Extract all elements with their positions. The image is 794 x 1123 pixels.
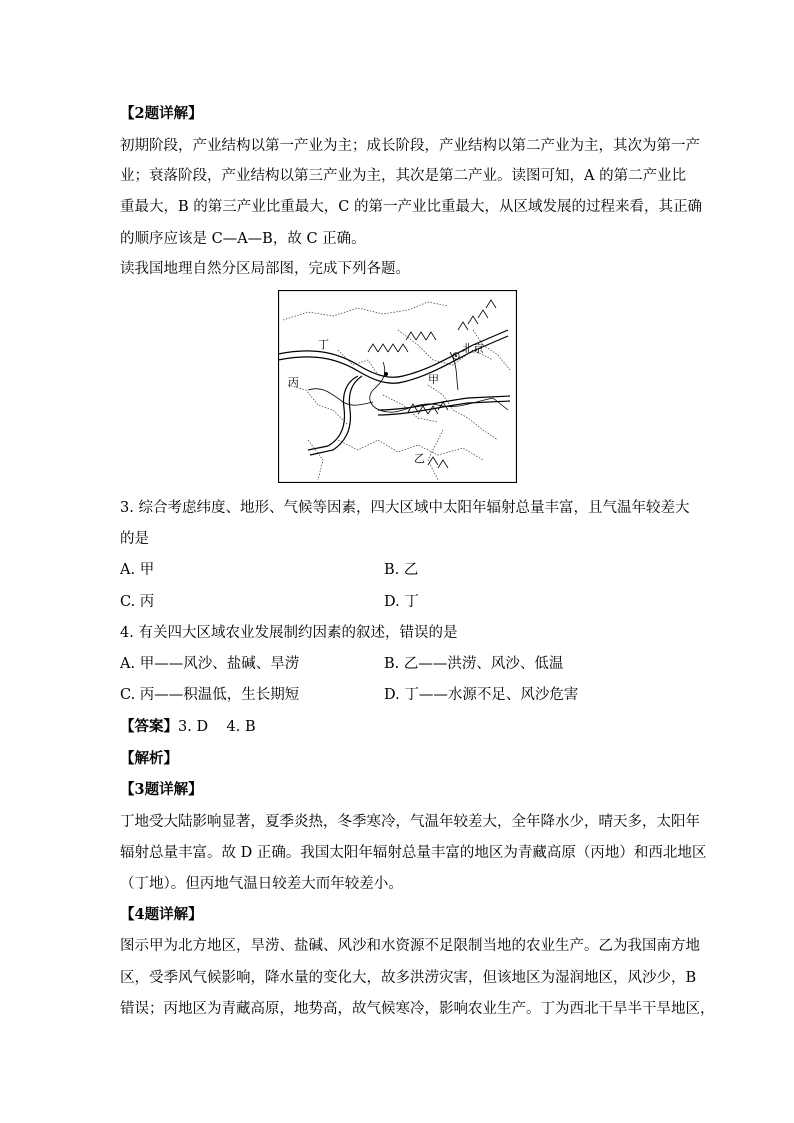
china-natural-regions-map bbox=[278, 290, 517, 483]
q3-detail-line: （丁地）。但丙地气温日较差大而年较差小。 bbox=[120, 876, 403, 892]
answer-label: 【答案】 bbox=[120, 718, 178, 735]
q4-detail-line: 图示甲为北方地区，旱涝、盐碱、风沙和水资源不足限制当地的农业生产。乙为我国南方地 bbox=[120, 938, 700, 954]
q4-option-b: B. 乙——洪涝、风沙、低温 bbox=[384, 656, 564, 672]
q3-stem-cont: 的是 bbox=[120, 531, 149, 547]
q2-detail-line: 重最大，B 的第三产业比重最大，C 的第一产业比重最大，从区域发展的过程来看，其正确 bbox=[120, 199, 702, 215]
map-label-ding: 丁 bbox=[318, 338, 329, 351]
answer-line bbox=[120, 717, 256, 737]
map-label-bing: 丙 bbox=[288, 376, 299, 389]
q3-option-c: C. 丙 bbox=[120, 594, 155, 610]
q4-detail-line: 错误；丙地区为青藏高原，地势高，故气候寒冷，影响农业生产。丁为西北干旱半干旱地区， bbox=[120, 1001, 715, 1017]
intro-text: 读我国地理自然分区局部图，完成下列各题。 bbox=[120, 261, 410, 277]
q4-option-d: D. 丁——水源不足、风沙危害 bbox=[384, 687, 579, 703]
q4-option-c: C. 丙——积温低，生长期短 bbox=[120, 687, 300, 703]
q4-option-a: A. 甲——风沙、盐碱、旱涝 bbox=[120, 656, 300, 672]
map-label-yi: 乙 bbox=[414, 452, 425, 465]
q3-stem: 3. 综合考虑纬度、地形、气候等因素，四大区域中太阳年辐射总量丰富，且气温年较差大 bbox=[120, 500, 690, 516]
q2-detail-heading: 【2题详解】 bbox=[120, 105, 203, 122]
q3-detail-line: 丁地受大陆影响显著，夏季炎热，冬季寒冷，气温年较差大，全年降水少，晴天多，太阳年 bbox=[120, 814, 700, 830]
map-label-beijing: 北京 bbox=[462, 342, 484, 355]
answer-text: 3. D 4. B bbox=[178, 719, 256, 735]
q3-option-a: A. 甲 bbox=[120, 562, 155, 578]
q4-detail-heading: 【4题详解】 bbox=[120, 906, 203, 923]
q3-option-b: B. 乙 bbox=[384, 562, 419, 578]
q4-stem: 4. 有关四大区域农业发展制约因素的叙述，错误的是 bbox=[120, 625, 458, 641]
analysis-heading: 【解析】 bbox=[120, 750, 178, 767]
map-label-jia: 甲 bbox=[428, 373, 439, 386]
q3-option-d: D. 丁 bbox=[384, 594, 419, 610]
q2-detail-line: 的顺序应该是 C—A—B，故 C 正确。 bbox=[120, 231, 366, 247]
q4-detail-line: 区，受季风气候影响，降水量的变化大，故多洪涝灾害，但该地区为湿润地区，风沙少，B bbox=[120, 970, 697, 986]
q3-detail-heading: 【3题详解】 bbox=[120, 781, 203, 798]
q2-detail-line: 业；衰落阶段，产业结构以第三产业为主，其次是第二产业。读图可知，A 的第二产业比 bbox=[120, 168, 687, 184]
q3-detail-line: 辐射总量丰富。故 D 正确。我国太阳年辐射总量丰富的地区为青藏高原（丙地）和西北地区 bbox=[120, 845, 707, 861]
q2-detail-line: 初期阶段，产业结构以第一产业为主；成长阶段，产业结构以第二产业为主，其次为第一产 bbox=[120, 138, 700, 154]
